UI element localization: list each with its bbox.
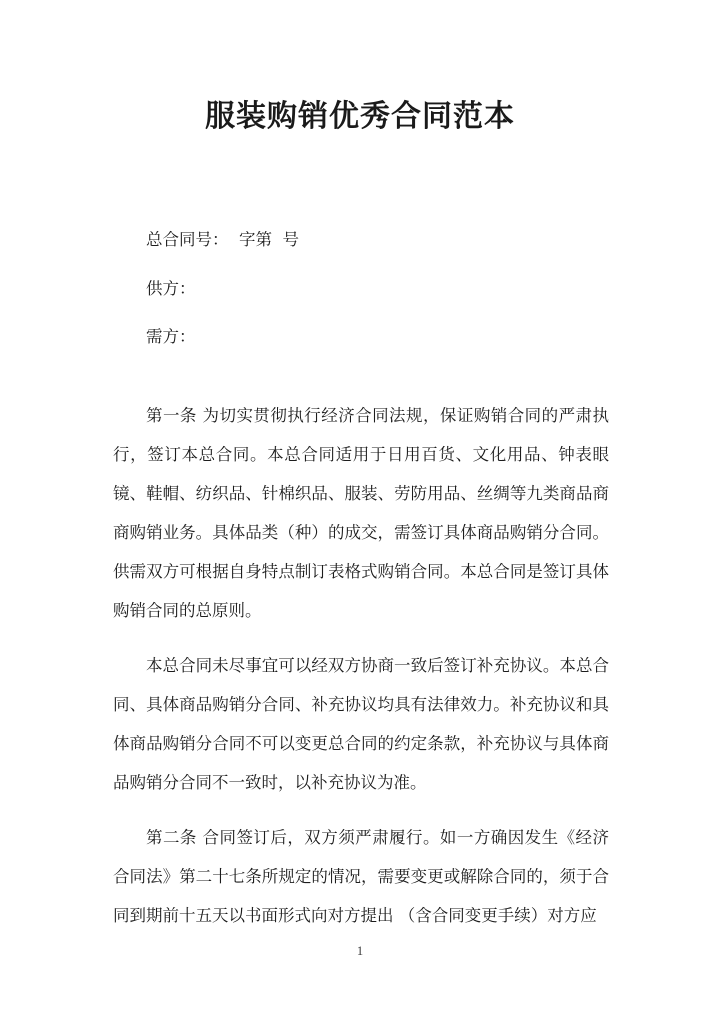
field-supplier: 供方： [146, 278, 196, 298]
page-title: 服装购销优秀合同范本 [205, 99, 515, 134]
clause-paragraph-1: 第一条 为切实贯彻执行经济合同法规，保证购销合同的严肃执行，签订本总合同。本总合同适用于日用百货、文化用品、钟表眼镜、鞋帽、纺织品、针棉织品、服装、劳防用品、丝绸等九类商品商商购销业务。具体品类（种）的成交，需签订具体商品购销分合同。供需双方可根据自身特点制订表格式购销合同。本总合同是签订具体购销合同的总原则。 [113, 405, 609, 620]
clause-paragraph-2: 本总合同未尽事宜可以经双方协商一致后签订补充协议。本总合同、具体商品购销分合同、补充协议均具有法律效力。补充协议和具体商品购销分合同不可以变更总合同的约定条款，补充协议与具体商品购销分合同不一致时，以补充协议为准。 [113, 655, 609, 792]
document-body [113, 232, 609, 935]
page-number: 1 [356, 944, 364, 958]
field-buyer: 需方： [146, 327, 196, 346]
body-spacer [113, 378, 609, 396]
clause-paragraph-3: 第二条 合同签订后，双方须严肃履行。如一方确因发生《经济合同法》第二十七条所规定的情况，需要变更或解除合同的，须于合同到期前十五天以书面形式向对方提出 （含合同变更手续）对方应 [113, 827, 609, 925]
field-contract-number: 总合同号： 字第 号 [146, 230, 299, 249]
